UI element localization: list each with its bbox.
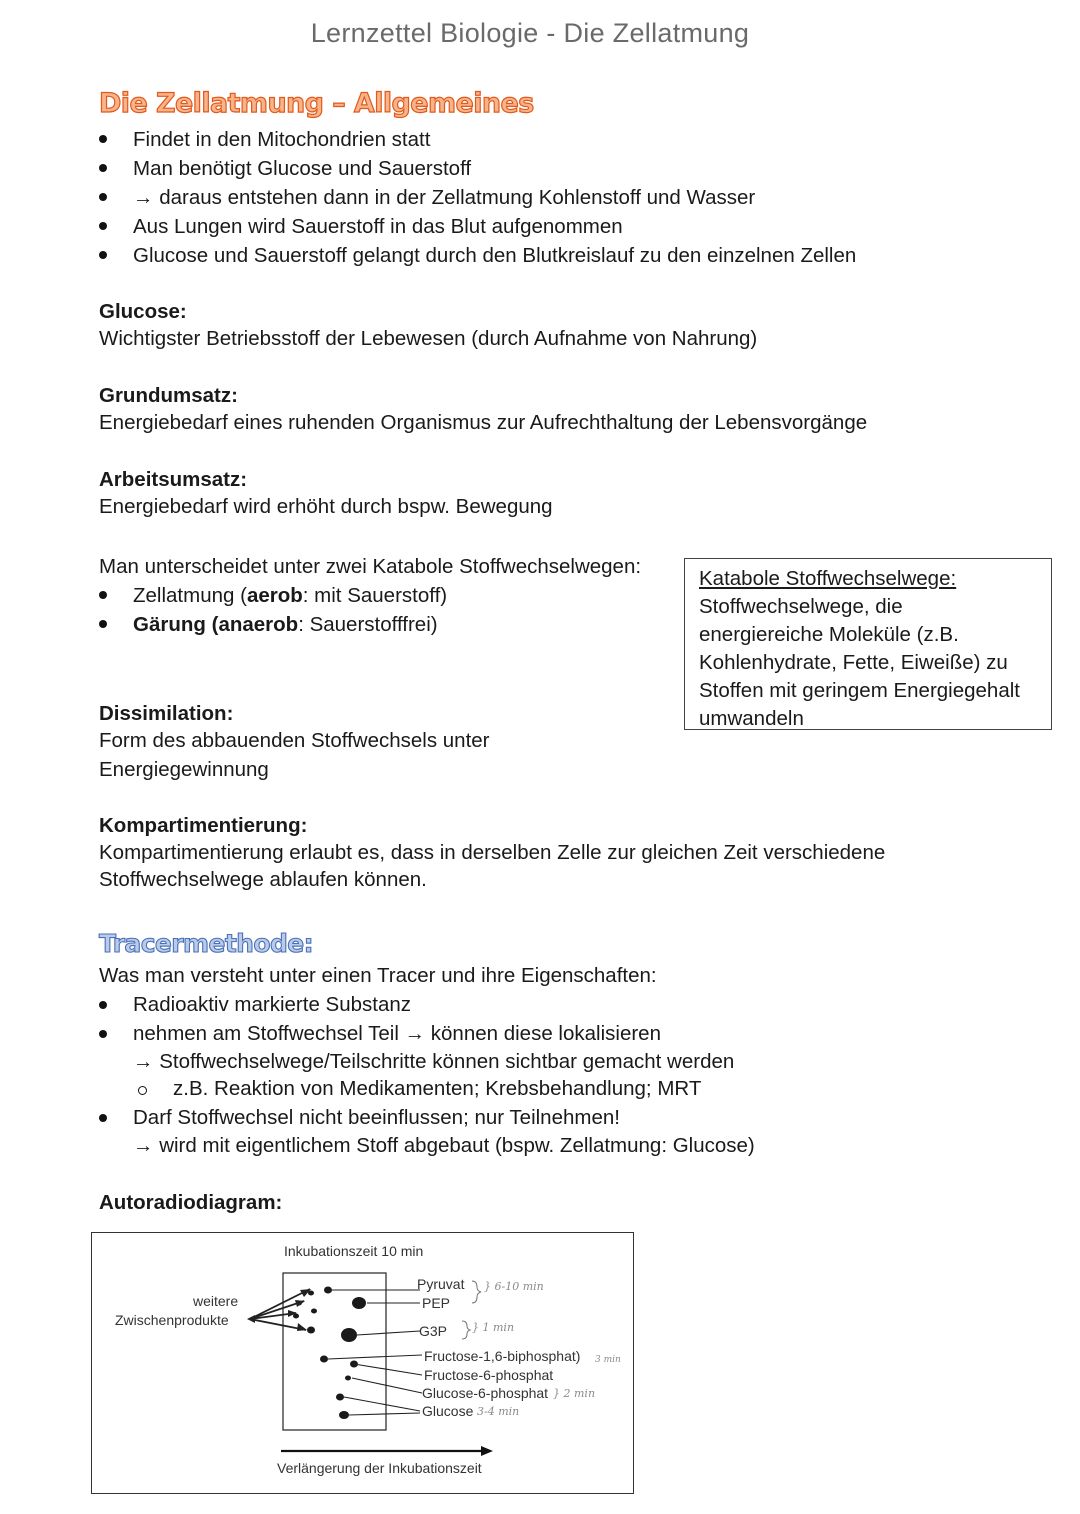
term-autoradiodiagram: Autoradiodiagram:	[99, 1191, 283, 1214]
band-note-glucose-6: } 2 min	[553, 1387, 596, 1400]
band-note-pyruvat: } 6-10 min	[484, 1280, 544, 1293]
definition-kompartimentierung-2: Stoffwechselwege ablaufen können.	[99, 868, 427, 891]
definition-arbeitsumsatz: Energiebedarf wird erhöht durch bspw. Bewegung	[99, 495, 553, 518]
band-note-g3p: } 1 min	[472, 1321, 515, 1334]
catabolic-intro: Man unterscheidet unter zwei Katabole Stoffwechselwegen:	[99, 555, 642, 578]
chromatogram-sheet	[283, 1273, 386, 1430]
band-label-g3p: G3P	[419, 1323, 448, 1339]
info-box-katabole	[684, 558, 1052, 730]
info-box-line: umwandeln	[699, 707, 804, 730]
tracer-bullet-2: nehmen am Stoffwechsel Teil → können diese lokalisieren	[133, 1022, 661, 1045]
bullet-icon	[99, 1001, 107, 1009]
bullet-icon	[99, 222, 107, 230]
sub-bullet-icon	[138, 1086, 147, 1095]
intermediates-label-1: weitere	[193, 1293, 239, 1309]
term-dissimilation: Dissimilation:	[99, 702, 234, 725]
bullet-icon	[99, 135, 107, 143]
autoradiogram-figure	[91, 1232, 634, 1494]
section-heading-tracer: Tracermethode:	[99, 929, 313, 958]
definition-dissimilation-2: Energiegewinnung	[99, 758, 269, 781]
tracer-sub-bullet: z.B. Reaktion von Medikamenten; Krebsbehandlung; MRT	[173, 1077, 702, 1100]
tracer-intro: Was man versteht unter einen Tracer und ihre Eigenschaften:	[99, 964, 657, 987]
list-item: Findet in den Mitochondrien statt	[99, 125, 856, 154]
list-item: Aus Lungen wird Sauerstoff in das Blut aufgenommen	[99, 212, 856, 241]
term-glucose: Glucose:	[99, 300, 187, 323]
term-kompartimentierung: Kompartimentierung:	[99, 814, 308, 837]
band-label-glucose-6: Glucose-6-phosphat	[422, 1385, 549, 1401]
info-box-line: Stoffwechselwege, die	[699, 595, 903, 618]
definition-glucose: Wichtigster Betriebsstoff der Lebewesen (durch Aufnahme von Nahrung)	[99, 327, 758, 350]
list-item: Zellatmung (aerob: mit Sauerstoff)	[99, 581, 447, 610]
intermediates-arrows	[250, 1289, 310, 1330]
time-axis-label: Verlängerung der Inkubationszeit	[277, 1460, 482, 1476]
list-item: → daraus entstehen dann in der Zellatmung Kohlenstoff und Wasser	[99, 183, 856, 212]
term-arbeitsumsatz: Arbeitsumsatz:	[99, 468, 248, 491]
info-box-line: Stoffen mit geringem Energiegehalt	[699, 679, 1020, 702]
info-box-title: Katabole Stoffwechselwege:	[699, 567, 957, 590]
bullet-icon	[99, 1114, 107, 1122]
definition-grundumsatz: Energiebedarf eines ruhenden Organismus zur Aufrechthaltung der Lebensvorgänge	[99, 411, 868, 434]
tracer-bullet-2-continuation: → Stoffwechselwege/Teilschritte können sichtbar gemacht werden	[133, 1050, 735, 1073]
page-title: Lernzettel Biologie - Die Zellatmung	[310, 18, 750, 48]
definition-kompartimentierung-1: Kompartimentierung erlaubt es, dass in derselben Zelle zur gleichen Zeit verschiedene	[99, 841, 886, 864]
definition-dissimilation-1: Form des abbauenden Stoffwechsels unter	[99, 729, 490, 752]
intermediates-label-2: Zwischenprodukte	[115, 1312, 229, 1328]
brace-g3p	[462, 1321, 470, 1339]
list-item: Gärung (anaerob: Sauerstofffrei)	[99, 610, 447, 639]
tracer-bullet-3-continuation: → wird mit eigentlichem Stoff abgebaut (bspw. Zellatmung: Glucose)	[133, 1134, 755, 1157]
band-label-fructose-6: Fructose-6-phosphat	[424, 1367, 554, 1383]
general-bullet-list	[99, 125, 856, 270]
band-note-glucose: 3-4 min	[477, 1405, 520, 1418]
band-note-fructose-16: 3 min	[595, 1355, 621, 1365]
band-label-pep: PEP	[422, 1295, 451, 1311]
info-box-line: Kohlenhydrate, Fette, Eiweiße) zu	[699, 651, 1008, 674]
list-item: Man benötigt Glucose und Sauerstoff	[99, 154, 856, 183]
list-item: Glucose und Sauerstoff gelangt durch den Blutkreislauf zu den einzelnen Zellen	[99, 241, 856, 270]
band-label-fructose-16: Fructose-1,6-biphosphat)	[424, 1348, 581, 1364]
section-heading-allgemeines: Die Zellatmung – Allgemeines	[99, 88, 534, 119]
band-label-pyruvat: Pyruvat	[417, 1276, 465, 1292]
info-box-line: energiereiche Moleküle (z.B.	[699, 623, 959, 646]
bullet-icon	[99, 251, 107, 259]
bullet-icon	[99, 620, 107, 628]
bullet-icon	[99, 164, 107, 172]
bullet-icon	[99, 591, 107, 599]
bullet-icon	[99, 1030, 107, 1038]
incubation-label: Inkubationszeit 10 min	[284, 1243, 424, 1259]
tracer-bullet-3: Darf Stoffwechsel nicht beeinflussen; nur Teilnehmen!	[133, 1106, 620, 1129]
time-axis-arrowhead	[481, 1446, 493, 1456]
term-grundumsatz: Grundumsatz:	[99, 384, 238, 407]
catabolic-bullet-list	[99, 581, 447, 639]
bullet-icon	[99, 193, 107, 201]
brace-pyruvat-pep	[472, 1281, 481, 1303]
band-label-glucose: Glucose	[422, 1403, 474, 1419]
tracer-bullet-1: Radioaktiv markierte Substanz	[133, 993, 412, 1016]
